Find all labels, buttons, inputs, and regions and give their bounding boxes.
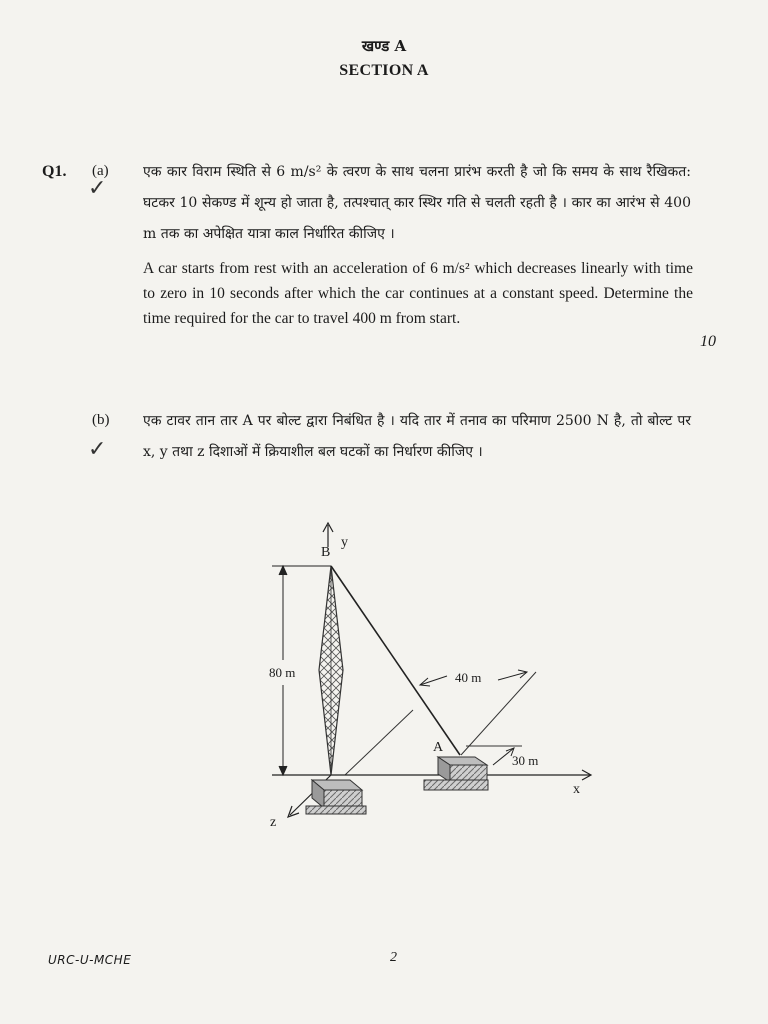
- anchor-base: [424, 757, 488, 790]
- part-b-label: (b): [92, 412, 110, 428]
- tower-mast: [319, 566, 343, 775]
- page-number: 2: [390, 950, 397, 965]
- checkmark-icon: ✓: [88, 176, 107, 201]
- part-a-label: (a): [92, 163, 109, 179]
- label-A: A: [433, 740, 444, 755]
- dimension-30m: 30 m: [512, 753, 539, 768]
- dimension-40m: 40 m: [455, 670, 482, 685]
- section-heading-english: SECTION A: [339, 62, 429, 79]
- y-axis-arrow: [323, 523, 333, 547]
- marks-label: 10: [700, 333, 716, 350]
- dimension-30m-arrows: [493, 748, 514, 765]
- tower-base: [306, 780, 366, 814]
- section-heading-hindi: खण्ड A: [361, 37, 407, 55]
- label-y: y: [341, 535, 348, 550]
- question-number: Q1.: [42, 163, 67, 180]
- label-B: B: [321, 545, 331, 560]
- part-a-english-text: A car starts from rest with an acceleration of 6 m/s² which decreases linearly with time to zero in 10 seconds after which the car continues at a constant speed. Determine the time required for the car to travel 400 m from start.: [143, 260, 693, 327]
- x-axis: [272, 770, 591, 780]
- label-x: x: [573, 782, 580, 797]
- label-z: z: [270, 815, 277, 830]
- part-b-hindi-text: एक टावर तान तार A पर बोल्ट द्वारा निबंधित है । यदि तार में तनाव का परिमाण 2500 N है, तो बोल्ट पर x, y तथा z दिशाओं में क्रियाशील बल घटकों का निर्धारण कीजिए ।: [143, 413, 691, 460]
- paper-code: URC-U-MCHE: [48, 953, 132, 967]
- part-a-hindi-text: एक कार विराम स्थिति से 6 m/s² के त्वरण के साथ चलना प्रारंभ करती है जो कि समय के साथ रैखिकत: घटकर 10 सेकण्ड में शून्य हो जाता है, तत्पश्चात् कार स्थिर गति से चलती रहती है । कार का आरंभ से 400 m तक का अपेक्षित यात्रा काल निर्धारित कीजिए ।: [143, 164, 691, 242]
- checkmark-icon: ✓: [88, 437, 107, 462]
- dimension-80m: 80 m: [269, 665, 296, 680]
